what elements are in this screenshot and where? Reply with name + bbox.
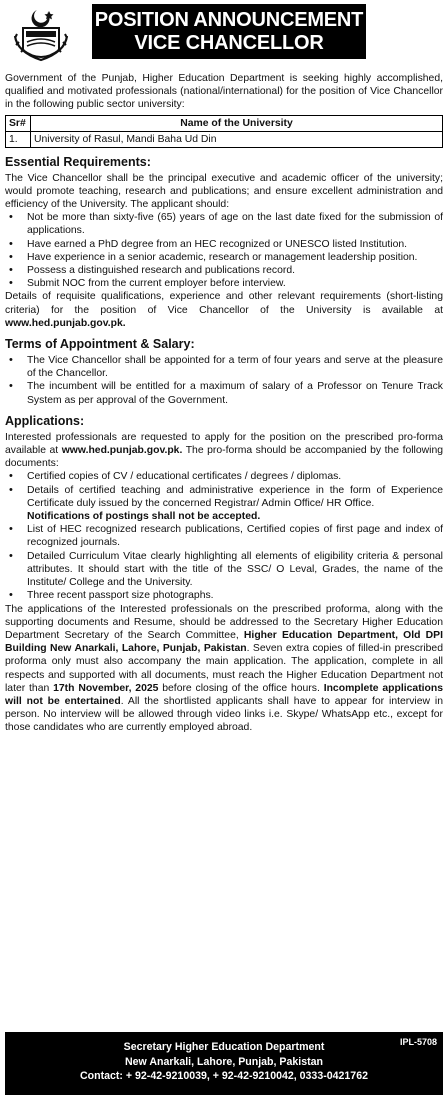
final-text-1: The applications of the Interested professionals on the prescribed proforma, along with the supporting documents and Resume, should be addressed to the Secretary Higher Education Department Secretary of the Search Committee, — [5, 603, 443, 641]
table-row — [6, 131, 443, 147]
applications-text-b: The pro-forma should be accompanied by the following documents: — [5, 445, 444, 470]
list-item: • Not be more than sixty-five (65) years of age on the last date fixed for the submission of applications. — [5, 211, 443, 237]
footer-banner — [5, 1032, 443, 1095]
applications-heading: Applications: — [5, 413, 85, 428]
list-item: • Details of certified teaching and administrative experience in the form of Experience Certificate duly issued by the concerned Registrar/ Admin Office/ HR Office. — [5, 484, 443, 510]
final-paragraph — [5, 603, 443, 735]
applications-paragraph — [5, 431, 443, 471]
final-text-4: . All the shortlisted applicants shall have to appear for interview in person. No interview will be allowed through video links i.e. Skype/ WhatsApp etc., except for those candidates who are currently employed abroad. — [5, 695, 443, 734]
header — [5, 0, 443, 66]
list-item: • The incumbent will be entitled for a maximum of salary of a Professor on Tenure Track System as per approval of the Government. — [5, 380, 443, 406]
essential-paragraph: The Vice Chancellor shall be the principal executive and academic officer of the university; would promote teaching, research and publications; and ensure excellent administration and efficiency of the University. The applicant should: — [5, 172, 443, 211]
postings-note: Notifications of postings shall not be accepted. — [27, 511, 261, 523]
intro-paragraph: Government of the Punjab, Higher Education Department is seeking highly accomplished, qualified and motivated professionals (national/international) for the position of Vice Chancellor in the following public sector university: — [5, 73, 443, 111]
final-warning: Incomplete applications will not be entertained — [5, 682, 444, 707]
terms-list — [5, 354, 443, 407]
table-header-university: Name of the University — [31, 115, 443, 131]
terms-heading: Terms of Appointment & Salary: — [5, 337, 195, 352]
table-header-sr: Sr# — [6, 115, 31, 131]
final-text-2: . Seven extra copies of filled-in prescribed proforma only must also accompany the main application. The application, complete in all respects and supported with all documents, must reach the Higher Education Department not later than — [5, 643, 443, 694]
footer-line-2: New Anarkali, Lahore, Punjab, Pakistan — [124, 1055, 323, 1068]
final-deadline: 17th November, 2025 — [53, 682, 159, 694]
footer-line-1: Secretary Higher Education Department — [123, 1041, 325, 1053]
essential-heading: Essential Requirements: — [5, 154, 151, 169]
documents-list-2 — [5, 523, 443, 602]
footer-contact: Contact: + 92-42-9210039, + 92-42-9210042, 0333-0421762 — [79, 1070, 368, 1082]
table-header-row — [6, 115, 443, 131]
government-emblem-icon — [11, 6, 71, 62]
list-item: • Detailed Curriculum Vitae clearly highlighting all elements of eligibility criteria & personal attributes. It should start with the title of the SSC/ O Leval, Grades, the name of the Institute/ College and the University. — [5, 550, 443, 590]
table-cell-sr: 1. — [6, 131, 31, 147]
final-text-3: before closing of the office hours. — [162, 682, 320, 694]
details-website-link[interactable]: www.hed.punjab.gov.pk. — [5, 317, 126, 329]
list-item: • List of HEC recognized research publications, Certified copies of first page and index of recognized journals. — [5, 523, 443, 549]
list-item: • The Vice Chancellor shall be appointed for a term of four years and serve at the pleasure of the Chancellor. — [5, 354, 443, 380]
list-item: • Have experience in a senior academic, research or management leadership position. — [5, 251, 443, 264]
university-table — [5, 115, 443, 148]
details-text: Details of requisite qualifications, experience and other relevant requirements (short-listing criteria) for the position of Vice Chancellor of the University is available at — [5, 291, 443, 316]
list-item: • Submit NOC from the current employer before interview. — [5, 277, 443, 290]
list-item: • Have earned a PhD degree from an HEC recognized or UNESCO listed Institution. — [5, 238, 443, 251]
list-item: • Three recent passport size photographs. — [5, 589, 443, 602]
applications-text-a: Interested professionals are requested to apply for the position on the prescribed pro-forma available at — [5, 431, 443, 457]
list-item: • Certified copies of CV / educational certificates / degrees / diplomas. — [5, 470, 443, 483]
ipl-code: IPL-5708 — [399, 1037, 437, 1047]
title-line-1: POSITION ANNOUNCEMENT — [94, 9, 364, 31]
applications-website-link[interactable]: www.hed.punjab.gov.pk. — [61, 445, 183, 457]
essential-list — [5, 211, 443, 290]
title-line-2: VICE CHANCELLOR — [134, 32, 324, 54]
final-address: Higher Education Department, Old DPI Building New Anarkali, Lahore, Punjab, Pakistan — [5, 629, 443, 655]
list-item: • Possess a distinguished research and publications record. — [5, 264, 443, 277]
documents-list — [5, 470, 443, 510]
table-cell-university: University of Rasul, Mandi Baha Ud Din — [31, 131, 443, 147]
details-paragraph — [5, 290, 443, 330]
title-banner — [92, 4, 366, 59]
